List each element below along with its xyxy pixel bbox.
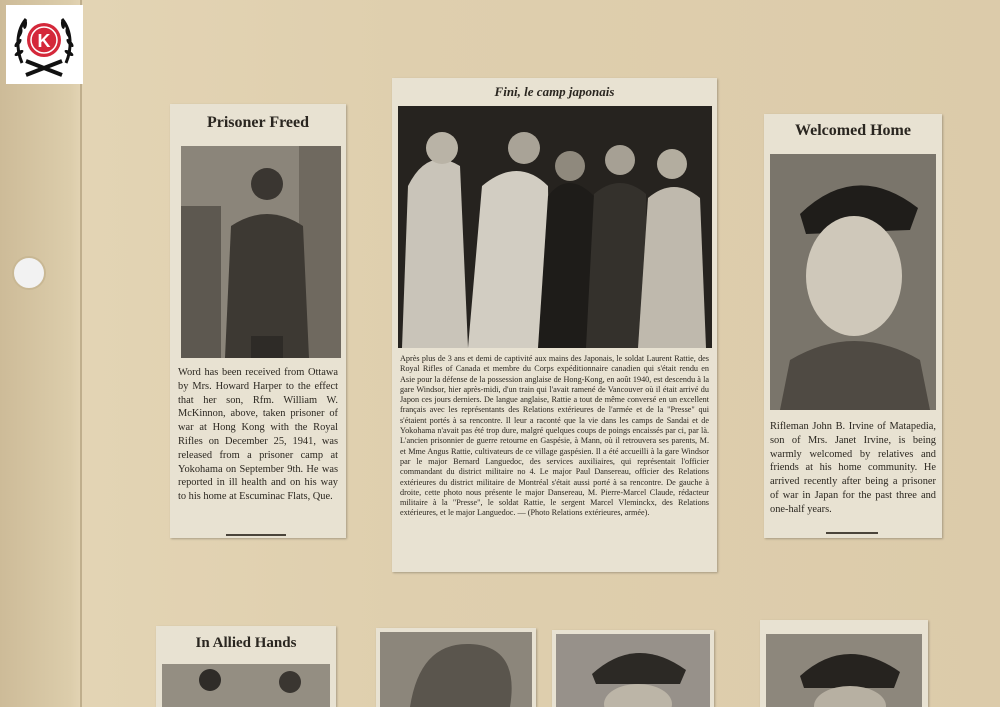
binding-fold: [80, 0, 82, 707]
brand-logo: [6, 5, 83, 84]
portrait-photo: [770, 154, 936, 410]
clipping-prisoner-freed: [170, 104, 346, 538]
partial-photo-clipping: [760, 620, 928, 707]
clipping-body: Après plus de 3 ans et demi de captivité aux mains des Japonais, le soldat Laurent Rattie, des Royal Rifles of Canada et membre du Corps expéditionnaire canadien qui s'était rendu en Asie pour la défense de la possession anglaise de Hong-Kong, en août 1940, est descendu à la gare Windsor, hier après-midi, d'un train qui l'avait ramené de Vancouver où il était arrivé du Japon ces jours derniers. De langue anglaise, Rattie a tout de même conversé en un excellent français avec les représentants des Relations extérieures de l'armée et de la "Presse" qui s'étaient portés à sa rencontre. Il leur a raconté que la vie dans les camps de Sandai et de Yokohama n'avait pas été trop dure, malgré quelques coups de poings encaissés par ci, par là. L'ancien prisonnier de guerre retourne en Gaspésie, à Mann, où il retrouvera ses parents, M. et Mme Angus Rattie, cultivateurs de ce village gaspésien. Il a été accueilli à la gare Windsor par le major Bernard Languedoc, des services auxiliaires, qui représentait l'officier commandant du district militaire no 4. Le major Paul Dansereau, officier des Relations extérieures du district militaire de Montréal s'était aussi porté à sa rencontre. De gauche à droite, cette photo nous présente le major Dansereau, M. Pierre-Marcel Claude, rédacteur militaire à la "Presse", le soldat Rattie, le sergent Marcel Vleminckx, des Relations extérieures, et le major Languedoc. — (Photo Relations extérieures, armée).: [400, 354, 709, 518]
clipping-headline: Fini, le camp japonais: [494, 84, 615, 99]
punch-hole: [12, 256, 46, 290]
portrait-photo: [380, 632, 532, 707]
divider-rule: [826, 532, 878, 534]
clipping-body: Word has been received from Ottawa by Mrs. Howard Harper to the effect that her son, Rfm. William W. McKinnon, above, taken prisoner of war at Hong Kong with the Royal Rifles on December 25, 1941, was released from a prisoner camp at Yokohama on September 9th. He was reported in ill health and on his way to his home at Escuminac Flats, Que.: [178, 367, 338, 503]
clipping-welcomed-home: [764, 114, 942, 538]
svg-text:K: K: [37, 31, 51, 51]
clipping-body: Rifleman John B. Irvine of Matapedia, son of Mrs. Janet Irvine, is being warmly welcomed by relatives and friends at his home community. He arrived recently after being a prisoner of war in Japan for the past three and one-half years.: [770, 421, 936, 515]
divider-rule: [226, 534, 286, 536]
group-photo: [398, 106, 712, 348]
clipping-headline: Welcomed Home: [795, 122, 911, 139]
clipping-headline: Prisoner Freed: [206, 114, 310, 131]
partial-photo-clipping: [376, 628, 536, 707]
group-photo: [162, 664, 330, 707]
clipping-in-allied-hands: [156, 626, 336, 707]
clipping-fini-le-camp: [392, 78, 717, 572]
clipping-headline: In Allied Hands: [195, 635, 297, 651]
portrait-photo: [181, 146, 341, 358]
portrait-photo: [766, 634, 922, 707]
partial-photo-clipping: [552, 630, 714, 707]
portrait-photo: [556, 634, 710, 707]
laurel-k-logo-icon: [6, 5, 83, 84]
